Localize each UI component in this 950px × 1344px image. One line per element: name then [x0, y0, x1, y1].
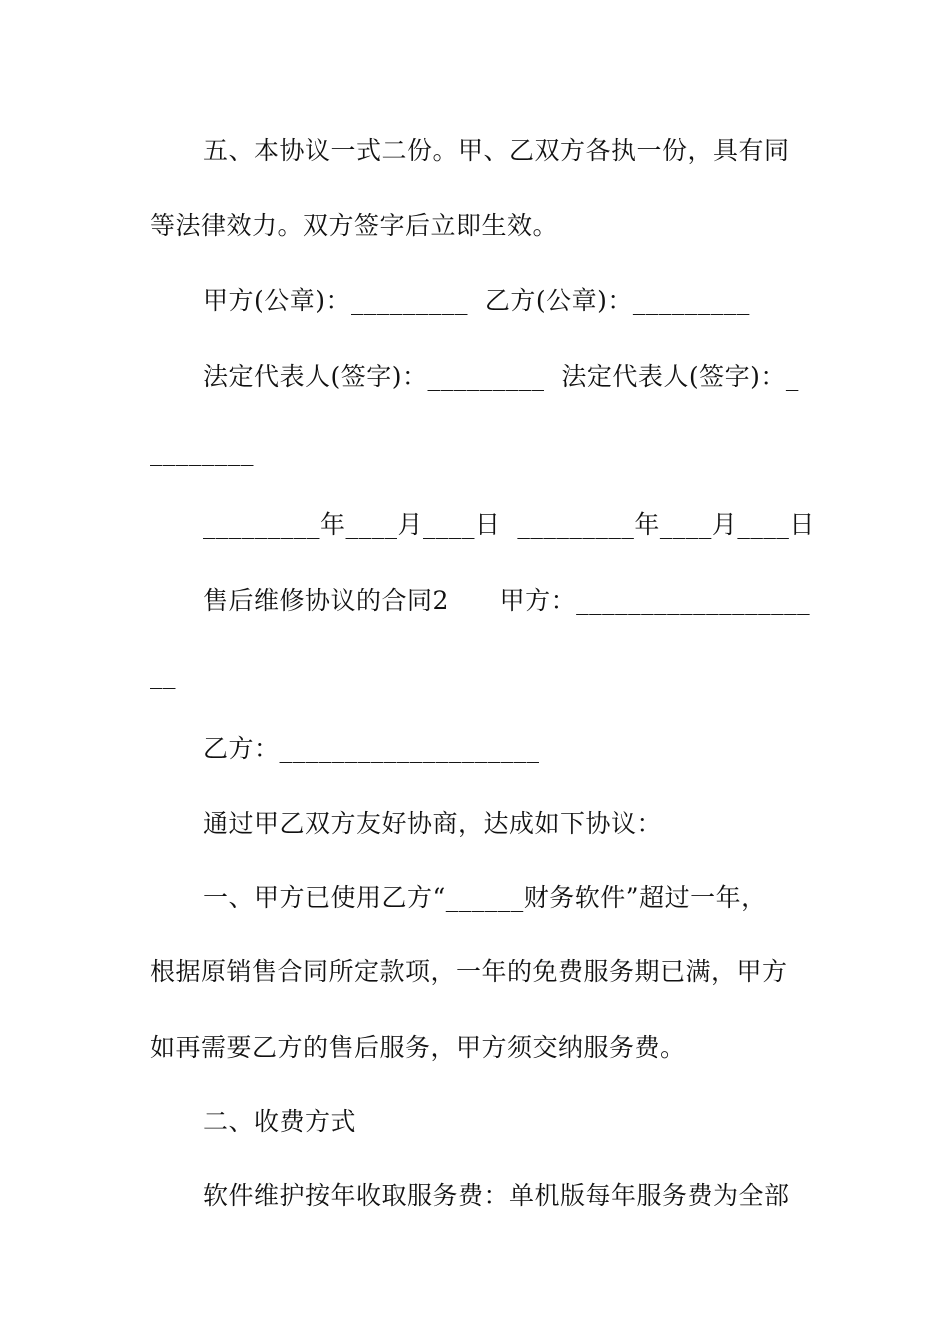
clause-one-line: 一、甲方已使用乙方“______财务软件”超过一年， — [203, 883, 767, 912]
paragraph-line: 通过甲乙双方友好协商，达成如下协议： — [203, 809, 663, 838]
paragraph-line: 根据原销售合同所定款项，一年的免费服务期已满，甲方 — [150, 957, 788, 986]
paragraph-line: 五、本协议一式二份。甲、乙双方各执一份，具有同 — [203, 136, 790, 165]
paragraph-line: 等法律效力。双方签字后立即生效。 — [150, 211, 559, 240]
seal-signature-line: 甲方(公章)：_________ 乙方(公章)：_________ — [203, 286, 750, 315]
paragraph-line: 软件维护按年收取服务费：单机版每年服务费为全部 — [203, 1181, 790, 1210]
contract-title-line: 售后维修协议的合同2 甲方：__________________ — [203, 586, 811, 615]
representative-signature-line: 法定代表人(签字)：_________ 法定代表人(签字)：_ — [203, 362, 799, 391]
paragraph-line: 如再需要乙方的售后服务，甲方须交纳服务费。 — [150, 1033, 686, 1062]
paragraph-line: ________ — [150, 437, 254, 466]
clause-two-heading: 二、收费方式 — [203, 1107, 357, 1136]
date-line: _________年____月____日 _________年____月____日 — [203, 510, 815, 539]
party-b-line: 乙方：____________________ — [203, 734, 540, 763]
paragraph-line: __ — [150, 660, 176, 689]
